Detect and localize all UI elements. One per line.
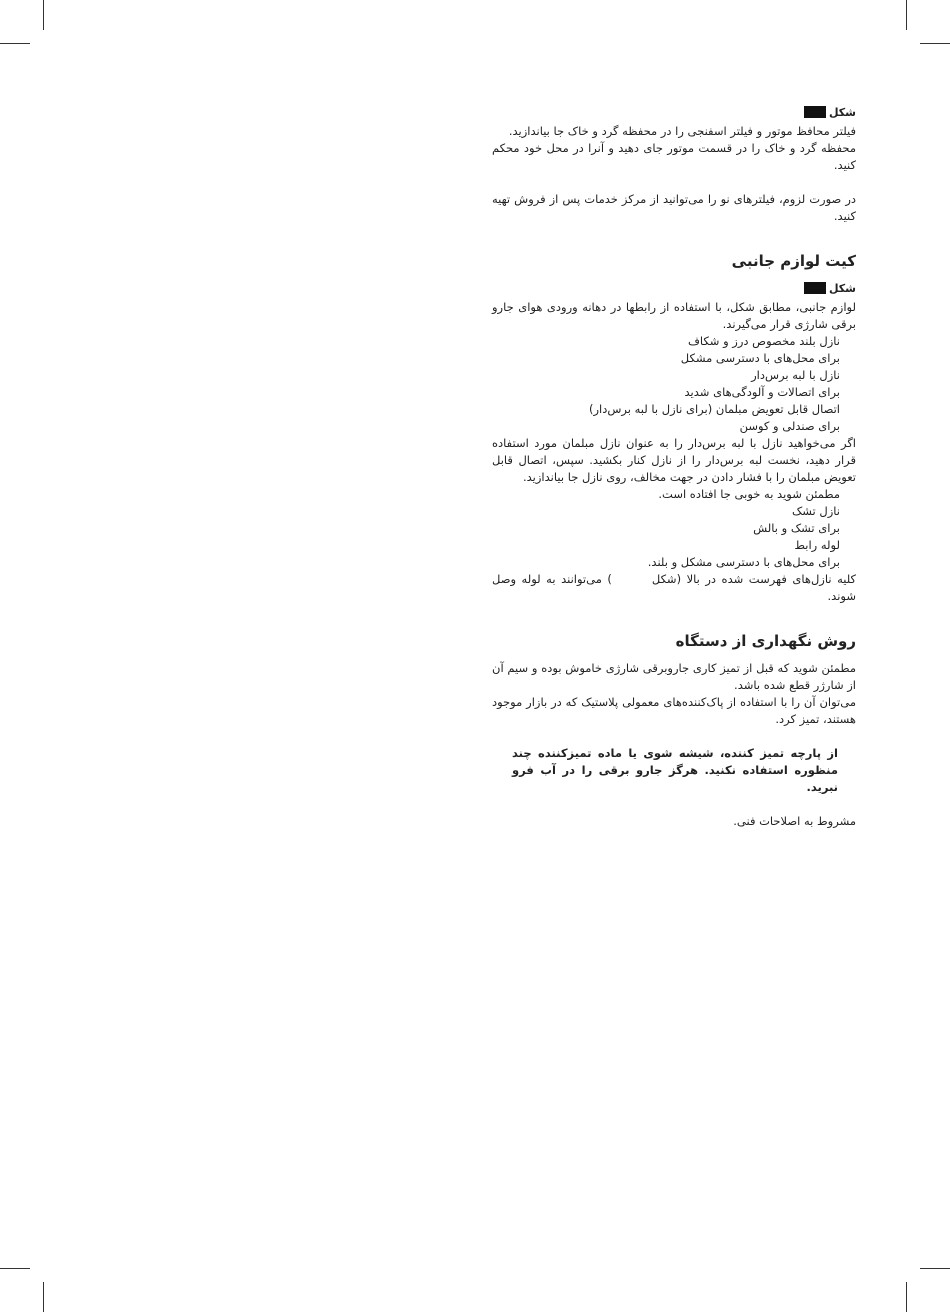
- list-item: اتصال قابل تعویض مبلمان (برای نازل با لبه برس‌دار): [588, 402, 840, 416]
- content-column: [492, 100, 856, 830]
- paragraph: اگر می‌خواهید نازل با لبه برس‌دار را به عنوان نازل مبلمان مورد استفاده قرار دهید، نخست لبه برس‌دار را از نازل کنار بکشید. سپس، اتصال قابل تعویض مبلمان را با فشار دادن در جهت مخالف، روی نازل جا بیاندازید.: [492, 436, 856, 484]
- paragraph: در صورت لزوم، فیلترهای نو را می‌توانید از مرکز خدمات پس از فروش تهیه کنید.: [492, 192, 856, 223]
- crop-mark: [906, 1282, 907, 1312]
- paragraph: می‌توان آن را با استفاده از پاک‌کننده‌های معمولی پلاستیک که در بازار موجود هستند، تمیز کرد.: [492, 695, 856, 726]
- paragraph: فیلتر محافظ موتور و فیلتر اسفنجی را در محفظه گرد و خاک جا بیاندازید.: [508, 124, 856, 138]
- figure-number-box: [804, 282, 826, 294]
- list-item: برای اتصالات و آلودگی‌های شدید: [684, 385, 840, 399]
- list-item: نازل بلند مخصوص درز و شکاف: [688, 334, 840, 348]
- crop-mark: [906, 0, 907, 30]
- list-item: نازل با لبه برس‌دار: [751, 368, 840, 382]
- paragraph: مطمئن شوید که قبل از تمیز کاری جاروبرقی شارژی خاموش بوده و سیم آن از شارژر قطع شده باشد.: [492, 661, 856, 692]
- crop-mark: [43, 1282, 44, 1312]
- crop-mark: [0, 1268, 30, 1269]
- list-item: لوله رابط: [794, 538, 840, 552]
- figure-number-box: [804, 106, 826, 118]
- figure-label: شکل: [492, 280, 856, 297]
- section-heading: روش نگهداری از دستگاه: [675, 632, 856, 650]
- list-item: برای تشک و بالش: [753, 521, 840, 535]
- crop-mark: [43, 0, 44, 30]
- paragraph: لوازم جانبی، مطابق شکل، با استفاده از رابطها در دهانه ورودی هوای جارو برقی شارژی قرار می‌گیرند.: [492, 300, 856, 331]
- footer-note: مشروط به اصلاحات فنی.: [733, 814, 856, 828]
- list-item: برای محل‌های با دسترسی مشکل و بلند.: [647, 555, 840, 569]
- crop-mark: [920, 43, 950, 44]
- crop-mark: [0, 43, 30, 44]
- list-item: مطمئن شوید به خوبی جا افتاده است.: [658, 487, 840, 501]
- list-item: برای محل‌های با دسترسی مشکل: [680, 351, 840, 365]
- warning-text: از پارچه تمیز کننده، شیشه شوی یا ماده تمیزکننده چند منظوره استفاده نکنید. هرگز جارو برقی را در آب فرو نبرید.: [512, 746, 838, 794]
- crop-mark: [920, 1268, 950, 1269]
- paragraph: کلیه نازل‌های فهرست شده در بالا (شکل) می‌توانند به لوله وصل شوند.: [492, 572, 856, 603]
- section-heading: کیت لوازم جانبی: [731, 252, 856, 270]
- figure-label: شکل: [492, 104, 856, 121]
- list-item: نازل تشک: [791, 504, 840, 518]
- paragraph: محفظه گرد و خاک را در قسمت موتور جای دهید و آنرا در محل خود محکم کنید.: [492, 141, 856, 172]
- list-item: برای صندلی و کوسن: [739, 419, 840, 433]
